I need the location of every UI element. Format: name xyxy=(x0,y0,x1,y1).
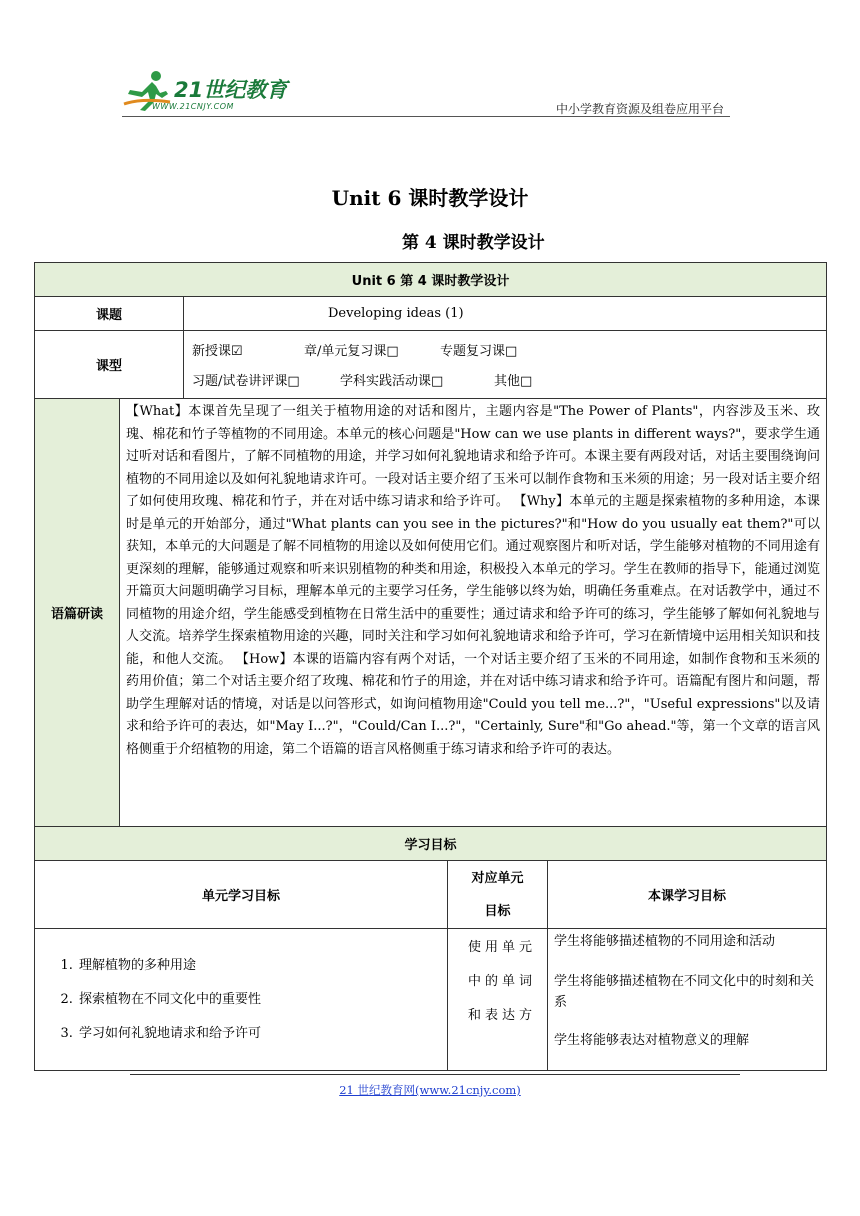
topic-label: 课题 xyxy=(35,297,184,331)
lesson-goals-cell xyxy=(548,929,827,1071)
lesson-type-option: 专题复习课□ xyxy=(440,343,518,359)
footer-divider xyxy=(130,1074,740,1075)
table-caption: Unit 6 第 4 课时教学设计 xyxy=(35,263,827,297)
logo-text: 21世纪教育 xyxy=(174,78,288,102)
header-divider xyxy=(122,116,730,117)
corresponding-goals-cell: 使用单元中的单词和表达方 xyxy=(448,929,548,1071)
corresponding-goals-column-header xyxy=(448,861,548,929)
topic-value xyxy=(184,297,827,331)
lesson-type-option: 章/单元复习课□ xyxy=(304,343,399,359)
footer-website-link[interactable]: 21 世纪教育网(www.21cnjy.com) xyxy=(339,1083,521,1097)
lesson-plan-table xyxy=(34,262,827,1071)
reading-analysis-text: 【What】本课首先呈现了一组关于植物用途的对话和图片，主题内容是"The Power of Plants"，内容涉及玉米、玫瑰、棉花和竹子等植物的不同用途。本单元的核心问题是"How can we use plants in different ways?"，要求学生通过听对话和看图片，了解不同植物的用途，并学习如何礼貌地请求和给予许可。本课主要有两段对话，对话主要围绕询问植物的不同用途以及如何礼貌地请求许可。一段对话主要介绍了玉米可以制作食物和玉米须的用途；另一段对话主要介绍了如何使用玫瑰、棉花和竹子，并在对话中练习请求和给予许可。 【Why】本单元的主题是探索植物的多种用途，本课时是单元的开始部分，通过"What plants can you see in the pictures?"和"How do you usually eat them?"可以获知，本单元的大问题是了解不同植物的用途以及如何使用它们。通过观察图片和听对话，学生能够对植物的不同用途有更深刻的理解，能够通过观察和听来识别植物的种类和用途，积极投入本单元的学习。学生在教师的指导下，能通过浏览开篇页大问题明确学习目标，理解本单元的主要学习任务，学生能够以终为始，明确任务重难点。在对话教学中，通过不同植物的用途介绍，学生能感受到植物在日常生活中的重要性；通过请求和给予许可的练习，学生能够了解如何礼貌地与人交流。培养学生探索植物用途的兴趣，同时关注和学习如何礼貌地请求和给予许可，学习在新情境中运用相关知识和技能，和他人交流。 【How】本课的语篇内容有两个对话，一个对话主要介绍了玉米的不同用途，如制作食物和玉米须的药用价值；第二个对话主要介绍了玫瑰、棉花和竹子的用途，并在对话中练习请求和给予许可。语篇配有图片和问题，帮助学生理解对话的情境，对话是以问答形式，如询问植物用途"Could you tell me...?"，"Useful expressions"以及请求和给予许可的表达，如"May I...?"，"Could/Can I...?"，"Certainly, Sure"和"Go ahead."等，第一个文章的语言风格侧重于介绍植物的用途，第二个语篇的语言风格侧重于练习请求和给予许可的表达。 xyxy=(120,399,827,827)
lesson-type-label: 课型 xyxy=(35,331,184,399)
lesson-goals-column-header: 本课学习目标 xyxy=(548,861,827,929)
lesson-goal: 学生将能够表达对植物意义的理解 xyxy=(554,1033,750,1048)
lesson-type-option: 学科实践活动课□ xyxy=(340,373,444,389)
corresponding-header-line-1: 对应单元 xyxy=(471,870,524,886)
header-tagline: 中小学教育资源及组卷应用平台 xyxy=(555,102,724,116)
learning-goals-header: 学习目标 xyxy=(35,827,827,861)
lesson-type-row-1 xyxy=(192,337,826,367)
list-item: 2. 探索植物在不同文化中的重要性 xyxy=(77,983,447,1017)
lesson-goal: 学生将能够描述植物在不同文化中的时刻和关系 xyxy=(554,974,815,1010)
unit-goals-list xyxy=(35,929,447,1051)
unit-goals-cell xyxy=(35,929,448,1071)
unit-goals-column-header: 单元学习目标 xyxy=(35,861,448,929)
corresponding-header-line-2: 目标 xyxy=(484,903,511,919)
site-logo xyxy=(122,66,292,116)
document-title: Unit 6 课时教学设计 xyxy=(331,186,529,210)
list-item: 1. 理解植物的多种用途 xyxy=(77,949,447,983)
lesson-type-options xyxy=(184,331,827,399)
lesson-goal: 学生将能够描述植物的不同用途和活动 xyxy=(554,934,776,949)
document-subtitle: 第 4 课时教学设计 xyxy=(402,233,545,253)
lesson-type-option: 其他□ xyxy=(494,373,533,389)
lesson-type-row-2 xyxy=(192,367,826,397)
lesson-type-option: 新授课☑ xyxy=(192,343,243,359)
list-item: 3. 学习如何礼貌地请求和给予许可 xyxy=(77,1017,447,1051)
logo-url: WWW.21CNJY.COM xyxy=(152,102,234,111)
topic-value-text: Developing ideas (1) xyxy=(328,306,464,321)
lesson-type-option: 习题/试卷讲评课□ xyxy=(192,373,300,389)
reading-analysis-label: 语篇研读 xyxy=(35,399,120,827)
